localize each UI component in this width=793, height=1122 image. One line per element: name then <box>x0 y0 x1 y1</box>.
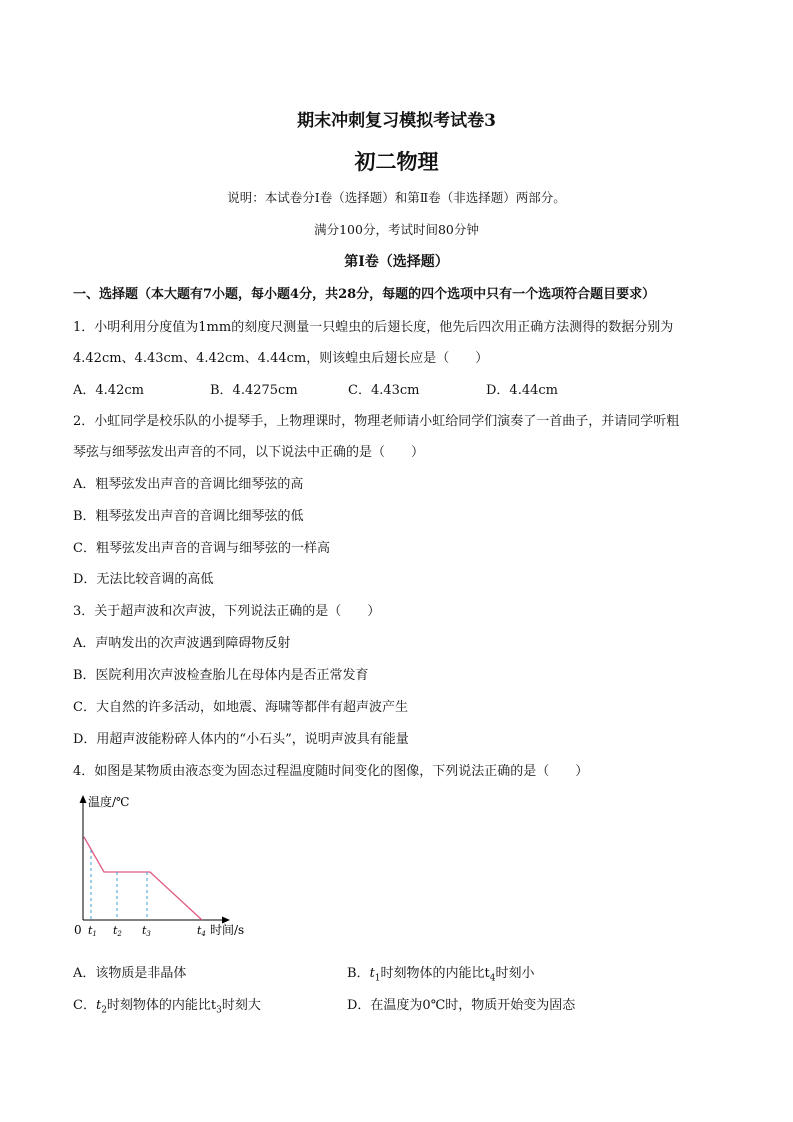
q2-option-c: C．粗琴弦发出声音的音调与细琴弦的一样高 <box>73 541 330 556</box>
q2-stem-line2: 琴弦与细琴弦发出声音的不同，以下说法中正确的是（ ） <box>73 445 425 460</box>
exam-note: 说明：本试卷分Ⅰ卷（选择题）和第Ⅱ卷（非选择题）两部分。 <box>227 190 566 205</box>
y-axis-label: 温度/℃ <box>88 795 130 809</box>
x-axis-label: 时间/s <box>210 923 245 937</box>
q3-option-c: C．大自然的许多活动，如地震、海啸等都伴有超声波产生 <box>73 700 408 715</box>
q1-option-a: A．4.42cm <box>73 383 144 398</box>
origin-label: 0 <box>74 923 82 937</box>
section-title: 第Ⅰ卷（选择题） <box>344 254 449 270</box>
q4-option-d: D．在温度为0℃时，物质开始变为固态 <box>347 998 576 1013</box>
exam-title: 期末冲刺复习模拟考试卷3 <box>297 111 496 131</box>
q1-option-b: B．4.4275cm <box>210 383 298 398</box>
q2-option-a: A．粗琴弦发出声音的音调比细琴弦的高 <box>73 477 304 492</box>
q4-option-b: B．$t_1$时刻物体的内能比$t_4$时刻小 <box>347 966 535 984</box>
q2-stem-line1: 2．小虹同学是校乐队的小提琴手，上物理课时，物理老师请小虹给同学们演奏了一首曲子，并请同学听粗 <box>73 414 680 429</box>
t3-label: t3 <box>142 924 151 938</box>
q4-stem: 4．如图是某物质由液态变为固态过程温度随时间变化的图像，下列说法正确的是（ ） <box>73 764 589 779</box>
y-axis-arrow <box>80 795 87 803</box>
q3-option-b: B．医院利用次声波检查胎儿在母体内是否正常发育 <box>73 668 369 683</box>
t4-label: t4 <box>197 924 206 938</box>
subject-title: 初二物理 <box>354 149 439 174</box>
q1-option-d: D．4.44cm <box>486 383 558 398</box>
temperature-curve <box>84 837 202 920</box>
t2-label: t2 <box>113 924 122 938</box>
q4-option-c: C．$t_2$时刻物体的内能比$t_3$时刻大 <box>73 998 261 1016</box>
q3-stem: 3．关于超声波和次声波，下列说法正确的是（ ） <box>73 604 381 619</box>
q2-option-b: B．粗琴弦发出声音的音调比细琴弦的低 <box>73 509 304 524</box>
q1-stem-line1: 1．小明利用分度值为1mm的刻度尺测量一只蝗虫的后翅长度，他先后四次用正确方法测得的数据分别为 <box>73 320 674 335</box>
q3-option-a: A．声呐发出的次声波遇到障碍物反射 <box>73 636 291 651</box>
t1-label: t1 <box>88 924 97 938</box>
q1-stem-line2: 4.42cm、4.43cm、4.42cm、4.44cm，则该蝗虫后翅长应是（ ） <box>73 351 489 366</box>
q3-option-d: D．用超声波能粉碎人体内的“小石头”，说明声波具有能量 <box>73 732 409 747</box>
exam-duration: 满分100分，考试时间80分钟 <box>314 222 479 237</box>
q2-option-d: D．无法比较音调的高低 <box>73 572 214 587</box>
cooling-curve-graph <box>70 792 270 942</box>
q4-option-a: A．该物质是非晶体 <box>73 966 187 981</box>
q1-option-c: C．4.43cm <box>348 383 420 398</box>
section-instructions: 一、选择题（本大题有7小题，每小题4分，共28分，每题的四个选项中只有一个选项符合题目要求） <box>73 287 656 302</box>
